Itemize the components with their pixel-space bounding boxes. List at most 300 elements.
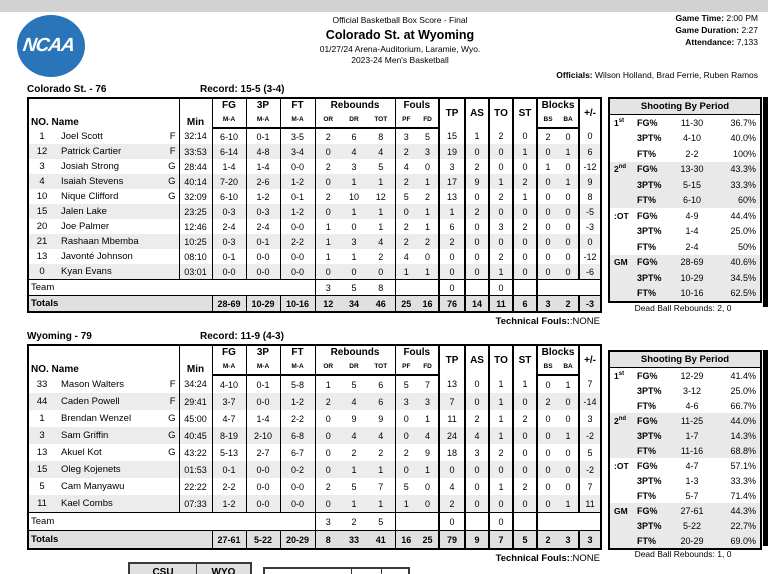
stat-cell: 0: [513, 249, 537, 264]
stat-cell: 0: [489, 159, 513, 174]
stat-cell: 20-29: [280, 531, 315, 550]
col-fg-ma: M-A: [212, 359, 246, 375]
stat-cell: 0: [315, 174, 341, 189]
made-attempted: 4-10: [682, 133, 701, 144]
stat-cell: 0: [537, 204, 558, 219]
stat-cell: 8: [367, 280, 395, 296]
stat-cell: 12: [315, 296, 341, 313]
col-3p-ma: M-A: [246, 359, 280, 375]
stat-cell: 0: [513, 427, 537, 444]
player-name-cell: [28, 444, 179, 461]
stat-cell: 2: [489, 189, 513, 204]
stat-cell: 76: [439, 296, 465, 313]
stat-cell: 0: [489, 204, 513, 219]
stat-cell: Game Time:: [675, 13, 724, 23]
stat-cell: 0: [565, 191, 571, 202]
stat-cell: 1: [341, 495, 367, 513]
percentage: 41.4%: [730, 370, 756, 381]
period-label: GM: [614, 505, 628, 516]
stat-cell: 2: [315, 393, 341, 410]
stat-cell: 16: [417, 296, 439, 313]
stat-cell: 27-61: [212, 531, 246, 550]
shooting-stat-row: [610, 428, 760, 443]
col-blocks: Blocks: [537, 98, 579, 112]
player-name-cell: [28, 375, 179, 393]
stat-cell: [465, 280, 489, 296]
stat-cell: 0: [465, 264, 489, 280]
col-tp: TP: [439, 98, 465, 128]
player-name: Nique Clifford: [61, 191, 119, 202]
stat-cell: 6: [513, 296, 537, 313]
shooting-stat-row: [610, 239, 760, 255]
team-rebounds-row: [28, 513, 601, 531]
stat-cell: 2-4: [246, 219, 280, 234]
player-position: F: [169, 130, 176, 142]
player-name-cell: [28, 204, 179, 219]
col-fouls: Fouls: [395, 98, 439, 112]
stat-cell: 0: [513, 495, 537, 513]
stat-cell: 40:14: [179, 174, 212, 189]
stat-cell: :NONE: [569, 316, 600, 327]
stat-cell: 5: [395, 189, 417, 204]
stat-cell: 1: [417, 174, 439, 189]
stat-cell: 11: [439, 410, 465, 427]
shooting-stat-row: [610, 518, 760, 533]
stat-cell: 2: [378, 447, 384, 458]
stat-cell: 0: [489, 234, 513, 249]
stat-label: FT%: [637, 535, 656, 546]
percentage: 62.5%: [730, 288, 756, 299]
stat-cell: 0: [489, 144, 513, 159]
stat-cell: 1: [489, 264, 513, 280]
player-row: [28, 375, 601, 393]
stat-cell: 2-6: [246, 174, 280, 189]
col-as: AS: [465, 98, 489, 128]
player-row: [28, 444, 601, 461]
stat-cell: 13: [439, 189, 465, 204]
stat-cell: 9: [465, 174, 489, 189]
stat-cell: 0-0: [246, 249, 280, 264]
stat-cell: 7,133: [736, 37, 758, 47]
stat-cell: 1-2: [246, 189, 280, 204]
col-ft: FT: [280, 98, 315, 112]
stat-cell: 0: [465, 144, 489, 159]
stat-cell: 5: [378, 161, 384, 172]
stat-cell: 0: [465, 219, 489, 234]
stat-label: 3PT%: [637, 475, 662, 486]
stat-cell: 0: [513, 234, 537, 249]
stat-cell: 10-29: [246, 296, 280, 313]
stat-cell: 3: [351, 161, 357, 172]
stat-cell: 3: [315, 280, 341, 296]
stat-cell: 4: [465, 427, 489, 444]
jersey-number: 1: [39, 130, 45, 142]
stat-label: FT%: [637, 195, 656, 206]
player-row: [28, 410, 601, 427]
stat-cell: 4: [395, 159, 417, 174]
shooting-title: Shooting By Period: [610, 352, 760, 368]
stat-cell: 3: [579, 410, 601, 427]
shooting-stat-row: [610, 533, 760, 548]
stat-cell: 4: [341, 144, 367, 159]
col-to: TO: [489, 345, 513, 375]
stat-cell: 1: [315, 375, 341, 393]
percentage: 66.7%: [730, 400, 756, 411]
stat-cell: 4: [417, 427, 439, 444]
player-name: Jalen Lake: [61, 206, 107, 217]
stat-cell: 0: [465, 393, 489, 410]
stat-cell: 0: [315, 444, 341, 461]
made-attempted: 5-7: [685, 490, 699, 501]
shooting-stat-row: [610, 162, 760, 178]
col-rebounds: Rebounds: [315, 98, 395, 112]
stat-cell: 1: [565, 379, 571, 390]
stat-cell: nd: [618, 164, 627, 171]
stat-cell: 3: [417, 144, 439, 159]
shooting-rows: [610, 115, 760, 301]
stat-cell: 0-0: [280, 495, 315, 513]
stat-cell: 1: [489, 427, 513, 444]
stat-cell: 2: [395, 444, 417, 461]
stat-cell: 2-4: [212, 219, 246, 234]
stat-cell: 2: [537, 393, 558, 410]
stat-cell: 1-2: [280, 393, 315, 410]
stat-cell: 6: [367, 393, 395, 410]
stat-label: FG%: [637, 164, 658, 175]
stat-cell: 18: [439, 444, 465, 461]
doc-type-line: Official Basketball Box Score - Final: [332, 15, 468, 25]
header-center: [240, 15, 560, 66]
stat-cell: 3: [395, 128, 417, 144]
stat-cell: 1: [341, 204, 367, 219]
stat-cell: 0-1: [246, 375, 280, 393]
stat-cell: 0: [465, 375, 489, 393]
col-fg: FG: [212, 98, 246, 112]
shooting-rows: [610, 368, 760, 548]
col-no-name: NO. Name: [31, 117, 79, 128]
stat-cell: [395, 513, 417, 531]
stat-cell: 01:53: [179, 461, 212, 478]
period-label: 2nd: [614, 415, 627, 426]
stat-cell: 0-0: [212, 264, 246, 280]
shooting-stat-row: [610, 503, 760, 518]
made-attempted: 5-22: [682, 520, 701, 531]
col-ft-ma: M-A: [280, 359, 315, 375]
player-name: Isaiah Stevens: [61, 176, 124, 187]
col-3p: 3P: [246, 345, 280, 359]
stat-cell: 2: [315, 189, 341, 204]
stat-cell: 1: [367, 461, 395, 478]
stat-cell: 12: [375, 191, 386, 202]
stat-cell: 0: [489, 495, 513, 513]
stat-cell: 0: [579, 128, 601, 144]
stat-cell: 79: [439, 531, 465, 550]
stat-cell: 0: [513, 461, 537, 478]
stat-label: 3PT%: [637, 179, 662, 190]
away-team-section: [27, 84, 600, 327]
stat-cell: 3: [537, 296, 558, 313]
stat-cell: 0: [579, 234, 601, 249]
col-blocks: Blocks: [537, 345, 579, 359]
stat-cell: 2: [417, 234, 439, 249]
player-row: [28, 393, 601, 410]
made-attempted: 10-29: [680, 272, 704, 283]
stat-cell: 0: [465, 478, 489, 495]
made-attempted: 2-2: [685, 148, 699, 159]
stat-cell: 1-2: [280, 204, 315, 219]
dead-ball-rebounds: Dead Ball Rebounds: 1, 0: [634, 549, 732, 559]
percentage: 25.0%: [730, 385, 756, 396]
stat-cell: 2: [465, 410, 489, 427]
stat-cell: 1: [395, 495, 417, 513]
jersey-number: 4: [39, 176, 45, 187]
table-header: [28, 345, 601, 375]
player-name: Kyan Evans: [61, 266, 112, 277]
stat-cell: 8: [315, 531, 341, 550]
stat-cell: 6-10: [212, 128, 246, 144]
percentage: 69.0%: [730, 535, 756, 546]
stat-cell: 0: [565, 447, 571, 458]
stat-cell: 0: [537, 219, 558, 234]
stat-cell: 1: [489, 375, 513, 393]
shooting-stat-row: [610, 286, 760, 302]
stat-cell: 33: [341, 531, 367, 550]
stat-cell: 4: [367, 234, 395, 249]
team-score-line: Colorado St. - 76: [27, 84, 107, 95]
stat-cell: 13: [439, 375, 465, 393]
stat-cell: -6: [579, 264, 601, 280]
stat-cell: Team: [28, 513, 315, 531]
stat-cell: :NONE: [569, 553, 600, 564]
stat-cell: 1: [315, 219, 341, 234]
stat-cell: 0: [315, 495, 341, 513]
col-fg: FG: [212, 345, 246, 359]
stat-label: FT%: [637, 288, 656, 299]
stat-cell: Officials:: [556, 70, 593, 80]
wyo-column-header: WYO: [196, 564, 250, 574]
team-record: Record: 15-5 (3-4): [200, 84, 285, 95]
stat-cell: 1: [513, 189, 537, 204]
jersey-number: 33: [36, 378, 48, 390]
stat-cell: 0: [565, 131, 571, 142]
player-name-cell: [28, 159, 179, 174]
col-ba: BA: [558, 112, 579, 128]
stat-cell: 0-0: [280, 219, 315, 234]
player-name: Brendan Wenzel: [61, 413, 132, 424]
stat-cell: 2: [425, 191, 431, 202]
stat-cell: 3-4: [280, 144, 315, 159]
stat-cell: 9: [579, 174, 601, 189]
period-label: 1st: [614, 117, 625, 128]
player-name: Rashaan Mbemba: [61, 236, 139, 247]
stat-cell: 9: [425, 447, 431, 458]
stat-cell: 2: [465, 159, 489, 174]
stat-label: 3PT%: [637, 226, 662, 237]
stat-cell: 0: [489, 280, 513, 296]
col-plusminus: +/-: [579, 345, 601, 375]
stat-cell: 3-7: [212, 393, 246, 410]
percentage: 22.7%: [730, 520, 756, 531]
stat-cell: 9: [351, 413, 357, 424]
stat-cell: 0: [465, 189, 489, 204]
player-position: G: [168, 176, 176, 187]
stat-cell: 2: [395, 234, 417, 249]
percentage: 25.0%: [730, 226, 756, 237]
made-attempted: 4-9: [685, 210, 699, 221]
officials-line: [556, 70, 758, 80]
stat-cell: 3: [417, 393, 439, 410]
player-name-cell: [28, 234, 179, 249]
player-name-cell: [28, 174, 179, 189]
venue-line: 01/27/24 Arena-Auditorium, Laramie, Wyo.: [319, 44, 481, 54]
stat-cell: 0-2: [280, 461, 315, 478]
col-fouls: Fouls: [395, 345, 439, 359]
stat-cell: 1: [367, 204, 395, 219]
shooting-stat-row: [610, 383, 760, 398]
period-label: 1st: [614, 370, 625, 381]
stat-cell: 2: [341, 513, 367, 531]
stat-cell: 0: [565, 413, 571, 424]
box-score-table: [27, 344, 602, 550]
stat-cell: 0: [513, 159, 537, 174]
stat-cell: 0: [395, 410, 417, 427]
stat-cell: 0: [395, 427, 417, 444]
stat-cell: Totals: [28, 531, 212, 550]
stat-cell: 8: [579, 189, 601, 204]
team-line: [27, 331, 600, 344]
stat-cell: 0-1: [212, 249, 246, 264]
stat-cell: 0: [537, 478, 558, 495]
col-3p-ma: M-A: [246, 112, 280, 128]
stat-label: FT%: [637, 241, 656, 252]
stat-cell: 1: [513, 144, 537, 159]
jersey-number: 11: [37, 498, 47, 509]
cutoff-panel-edge: [763, 97, 768, 307]
col-no-name: NO. Name: [31, 364, 79, 375]
stat-cell: 0: [315, 427, 341, 444]
col-to: TO: [489, 98, 513, 128]
made-attempted: 10-16: [680, 288, 704, 299]
player-name-cell: [28, 144, 179, 159]
made-attempted: 6-10: [682, 195, 701, 206]
stat-cell: 0: [417, 495, 439, 513]
points-table-cutoff: [263, 567, 410, 574]
stat-cell: 41: [367, 531, 395, 550]
stat-cell: 11: [489, 296, 513, 313]
stat-cell: 1: [558, 144, 579, 159]
stat-cell: 5: [367, 513, 395, 531]
stat-cell: 23:25: [179, 204, 212, 219]
stat-cell: 0-0: [280, 159, 315, 174]
stat-cell: [417, 280, 439, 296]
cutoff-cell: [381, 569, 408, 574]
stat-cell: 1: [395, 264, 417, 280]
col-plusminus: +/-: [579, 98, 601, 128]
col-bs: BS: [537, 359, 558, 375]
stat-cell: 2: [395, 174, 417, 189]
cutoff-panel-edge: [763, 350, 768, 546]
stat-cell: 1-2: [280, 174, 315, 189]
technical-fouls-line: [27, 316, 600, 327]
player-name-cell: [28, 495, 179, 513]
stat-cell: Attendance:: [685, 37, 735, 47]
stat-label: 3PT%: [637, 430, 662, 441]
stat-cell: 0: [513, 444, 537, 461]
stat-cell: -3: [579, 219, 601, 234]
page-title: Colorado St. at Wyoming: [325, 28, 475, 42]
stat-cell: 0: [315, 204, 341, 219]
stat-cell: 2: [439, 495, 465, 513]
shooting-stat-row: [610, 473, 760, 488]
stat-cell: 4-7: [212, 410, 246, 427]
stat-cell: 5-22: [246, 531, 280, 550]
col-tot: TOT: [367, 359, 395, 375]
player-row: [28, 204, 601, 219]
made-attempted: 11-16: [680, 445, 704, 456]
stat-cell: 2: [513, 174, 537, 189]
stat-cell: 0: [565, 481, 571, 492]
made-attempted: 5-15: [682, 179, 701, 190]
attendance-line: [675, 36, 758, 48]
stat-label: FG%: [637, 257, 658, 268]
player-name-cell: [28, 219, 179, 234]
percentage: 57.1%: [730, 460, 756, 471]
player-row: [28, 174, 601, 189]
jersey-number: 12: [36, 146, 48, 157]
stat-label: 3PT%: [637, 520, 662, 531]
player-name: Joel Scott: [61, 130, 103, 142]
stat-cell: [513, 513, 537, 531]
player-name-cell: [28, 478, 179, 495]
stat-cell: 32:14: [179, 128, 212, 144]
made-attempted: 11-25: [680, 415, 704, 426]
percentage: 40.6%: [730, 257, 756, 268]
stat-cell: 0: [439, 249, 465, 264]
stat-cell: 2-7: [246, 444, 280, 461]
player-row: [28, 234, 601, 249]
player-position: G: [168, 161, 176, 172]
stat-cell: 5: [351, 481, 357, 492]
stat-cell: 45:00: [179, 410, 212, 427]
stat-cell: 0: [565, 161, 571, 172]
stat-cell: 17: [439, 174, 465, 189]
player-position: F: [169, 378, 176, 390]
stat-cell: 0-0: [246, 264, 280, 280]
col-bs: BS: [537, 112, 558, 128]
col-3p: 3P: [246, 98, 280, 112]
stat-cell: 2-2: [280, 410, 315, 427]
stat-label: 3PT%: [637, 385, 662, 396]
jersey-number: 13: [36, 447, 48, 458]
period-label: :OT: [614, 460, 629, 471]
players-tbody: [28, 128, 601, 312]
player-name-cell: [28, 249, 179, 264]
shooting-stat-row: [610, 177, 760, 193]
shooting-stat-row: [610, 488, 760, 503]
percentage: 40.0%: [730, 133, 756, 144]
stat-cell: 0: [425, 481, 431, 492]
stat-cell: 3-5: [280, 128, 315, 144]
stat-cell: 5: [513, 531, 537, 550]
stat-label: 3PT%: [637, 272, 662, 283]
stat-cell: 10-16: [280, 296, 315, 313]
shooting-stat-row: [610, 398, 760, 413]
jersey-number: 21: [36, 236, 48, 247]
box-score-table: [27, 97, 602, 313]
stat-cell: [28, 345, 601, 359]
player-row: [28, 249, 601, 264]
shooting-stat-row: [610, 208, 760, 224]
